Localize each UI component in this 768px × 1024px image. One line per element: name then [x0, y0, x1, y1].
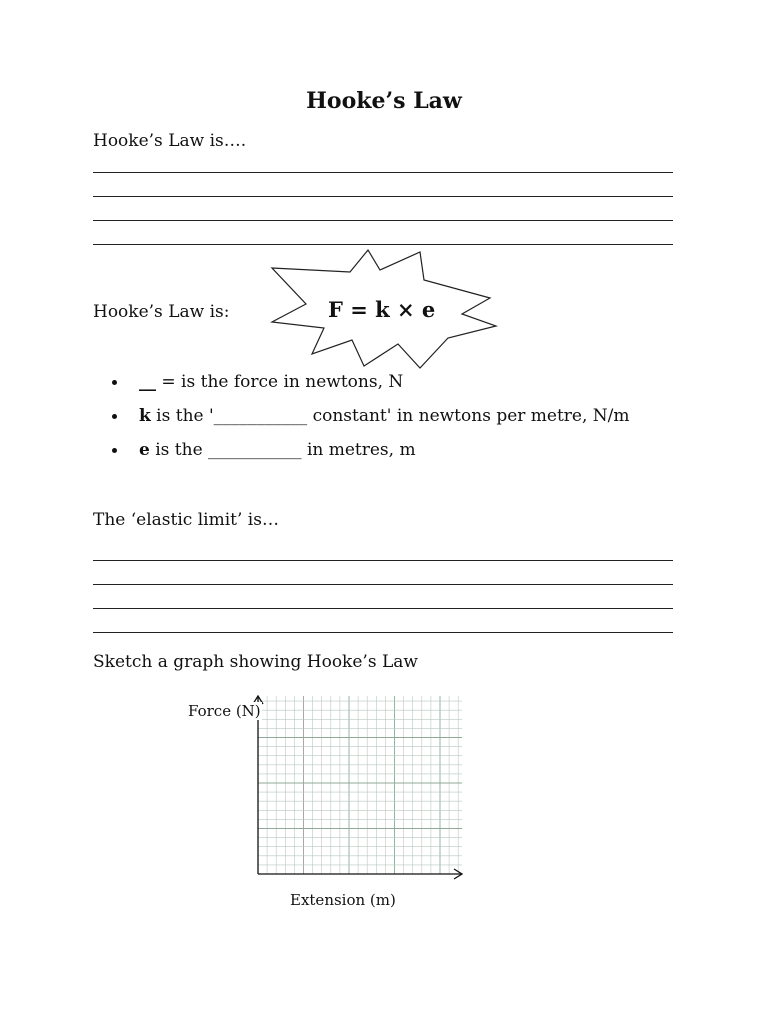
symbol-e: e: [139, 440, 150, 460]
symbol-k: k: [139, 406, 151, 426]
y-axis-label: Force (N): [188, 702, 261, 720]
answer-line[interactable]: [93, 196, 673, 197]
bullet-icon: [112, 380, 117, 385]
page-title: Hooke’s Law: [306, 88, 462, 114]
answer-line[interactable]: [93, 172, 673, 173]
bullet-icon: [112, 448, 117, 453]
answer-line[interactable]: [93, 608, 673, 609]
answer-line[interactable]: [93, 220, 673, 221]
formula-equation: F = k × e: [328, 297, 436, 322]
bullet-text: is the ___________ in metres, m: [149, 440, 416, 460]
grid-lines: [258, 696, 462, 874]
symbol-blank[interactable]: __: [139, 372, 156, 392]
answer-line[interactable]: [93, 584, 673, 585]
answer-line[interactable]: [93, 560, 673, 561]
bullet-icon: [112, 414, 117, 419]
bullet-text: is the '___________ constant' in newtons per metre, N/m: [150, 406, 630, 426]
graph-grid[interactable]: [248, 690, 470, 884]
formula-label: Hooke’s Law is:: [93, 302, 230, 322]
answer-line[interactable]: [93, 632, 673, 633]
graph-prompt: Sketch a graph showing Hooke’s Law: [93, 652, 418, 672]
elastic-limit-prompt: The ‘elastic limit’ is…: [93, 510, 279, 530]
x-axis-label: Extension (m): [290, 891, 396, 909]
answer-line[interactable]: [93, 244, 673, 245]
bullet-text: = is the force in newtons, N: [156, 372, 404, 392]
hookes-law-prompt: Hooke’s Law is….: [93, 131, 247, 151]
